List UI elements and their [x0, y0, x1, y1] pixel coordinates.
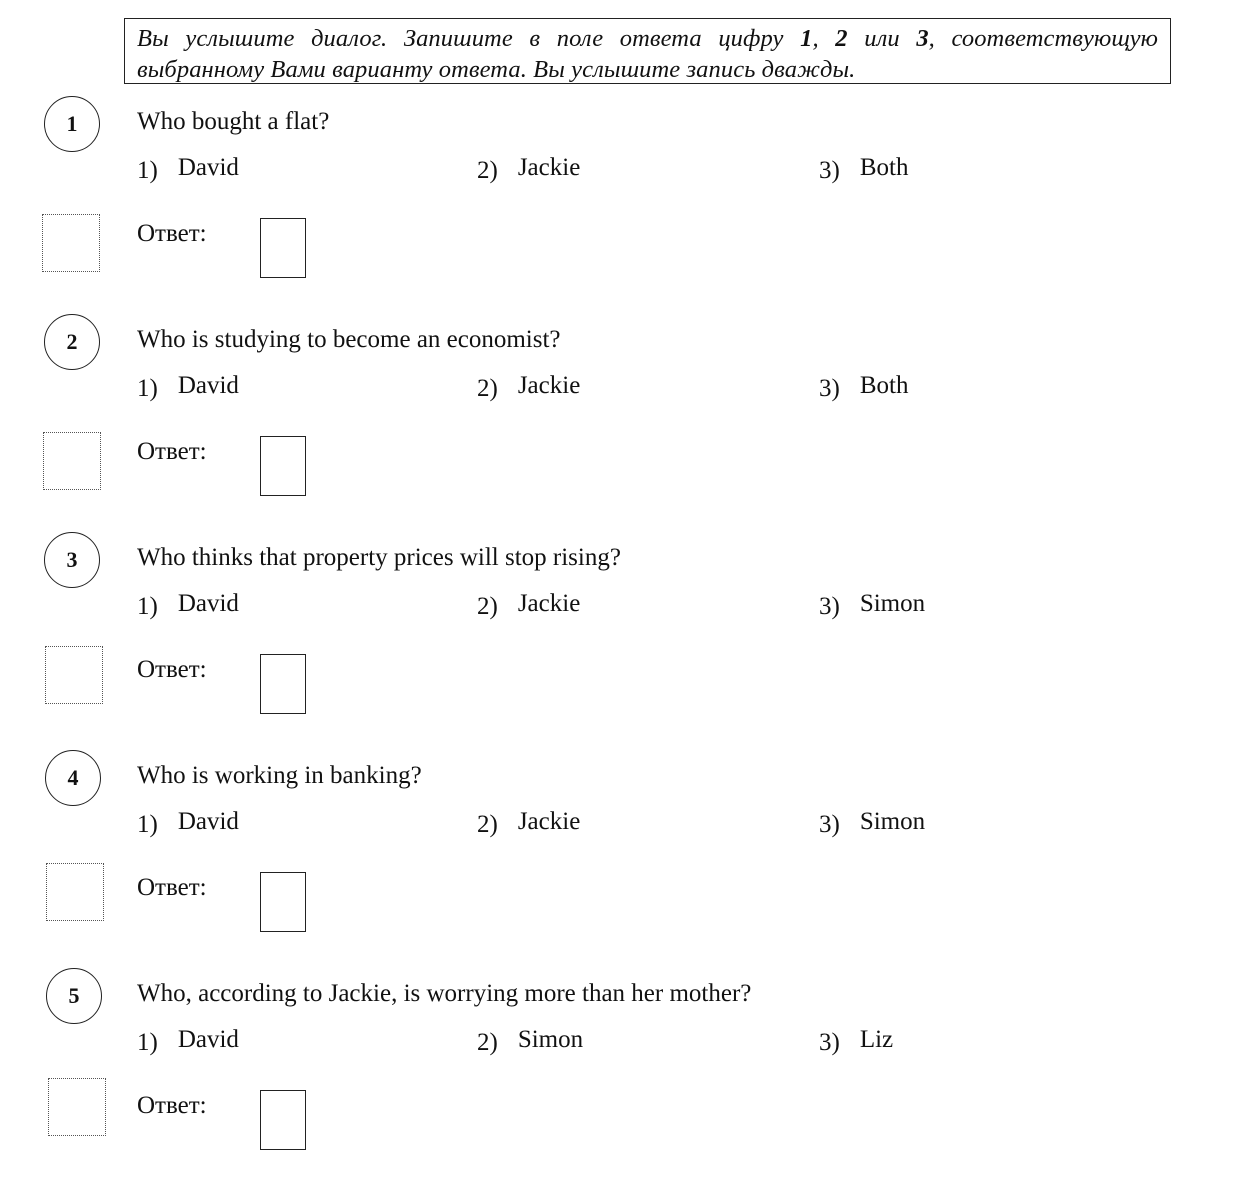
option-number: 3) — [819, 811, 840, 838]
answer-label: Ответ: — [137, 220, 207, 247]
task-number-badge: 2 — [44, 314, 100, 370]
task-1 — [0, 96, 1246, 296]
option-number: 1) — [137, 1029, 158, 1056]
option-label: Jackie — [517, 372, 581, 399]
option-number: 3) — [819, 375, 840, 402]
task-4 — [0, 750, 1246, 950]
answer-field[interactable] — [260, 436, 306, 496]
option-1 — [137, 590, 239, 618]
option-1 — [137, 808, 239, 836]
answer-field[interactable] — [260, 654, 306, 714]
answer-field[interactable] — [260, 1090, 306, 1150]
option-label: Both — [859, 154, 909, 181]
option-number: 1) — [137, 811, 158, 838]
instruction-separator-1: , — [812, 25, 836, 52]
question-text: Who is studying to become an economist? — [137, 326, 561, 353]
answer-label: Ответ: — [137, 1092, 207, 1119]
answer-label: Ответ: — [137, 874, 207, 901]
task-2 — [0, 314, 1246, 514]
instruction-text-start: Вы услышите диалог. Запишите в поле ответа цифру — [137, 25, 801, 52]
instruction-box — [124, 18, 1171, 84]
answer-field[interactable] — [260, 218, 306, 278]
option-label: Liz — [859, 1026, 894, 1053]
task-number-badge: 5 — [46, 968, 102, 1024]
answer-label: Ответ: — [137, 656, 207, 683]
score-box — [43, 432, 101, 490]
option-2 — [477, 590, 580, 618]
option-label: Simon — [859, 808, 926, 835]
option-2 — [477, 1026, 583, 1054]
task-number-badge: 1 — [44, 96, 100, 152]
option-label: Jackie — [517, 590, 581, 617]
option-1 — [137, 372, 239, 400]
option-number: 3) — [819, 1029, 840, 1056]
option-1 — [137, 154, 239, 182]
option-number: 3) — [819, 157, 840, 184]
option-number: 2) — [477, 375, 498, 402]
option-label: David — [177, 154, 239, 181]
option-3 — [819, 372, 908, 400]
option-3 — [819, 590, 925, 618]
score-box — [42, 214, 100, 272]
option-1 — [137, 1026, 239, 1054]
option-2 — [477, 808, 580, 836]
option-label: Simon — [517, 1026, 584, 1053]
question-text: Who thinks that property prices will stop rising? — [137, 544, 621, 571]
option-label: David — [177, 372, 239, 399]
option-number: 1) — [137, 593, 158, 620]
option-label: David — [177, 808, 239, 835]
option-label: David — [177, 590, 239, 617]
question-text: Who, according to Jackie, is worrying more than her mother? — [137, 980, 752, 1007]
task-5 — [0, 968, 1246, 1168]
option-2 — [477, 372, 580, 400]
task-number-badge: 3 — [44, 532, 100, 588]
option-number: 2) — [477, 811, 498, 838]
option-number: 1) — [137, 157, 158, 184]
option-number: 2) — [477, 157, 498, 184]
instruction-digit-3: 3 — [916, 25, 929, 52]
score-box — [48, 1078, 106, 1136]
option-3 — [819, 1026, 893, 1054]
option-number: 3) — [819, 593, 840, 620]
task-3 — [0, 532, 1246, 732]
option-label: David — [177, 1026, 239, 1053]
instruction-digit-1: 1 — [800, 25, 813, 52]
option-number: 2) — [477, 1029, 498, 1056]
option-label: Simon — [859, 590, 926, 617]
instruction-text-end: , соответствующую выбранному Вами варианту ответа. Вы услышите запись дважды. — [137, 25, 1158, 83]
option-label: Jackie — [517, 808, 581, 835]
option-2 — [477, 154, 580, 182]
option-number: 2) — [477, 593, 498, 620]
option-3 — [819, 808, 925, 836]
score-box — [46, 863, 104, 921]
answer-label: Ответ: — [137, 438, 207, 465]
option-3 — [819, 154, 908, 182]
option-number: 1) — [137, 375, 158, 402]
instruction-digit-2: 2 — [835, 25, 848, 52]
question-text: Who bought a flat? — [137, 108, 330, 135]
instruction-separator-2: или — [847, 25, 917, 52]
answer-field[interactable] — [260, 872, 306, 932]
option-label: Jackie — [517, 154, 581, 181]
option-label: Both — [859, 372, 909, 399]
task-number-badge: 4 — [45, 750, 101, 806]
score-box — [45, 646, 103, 704]
question-text: Who is working in banking? — [137, 762, 422, 789]
